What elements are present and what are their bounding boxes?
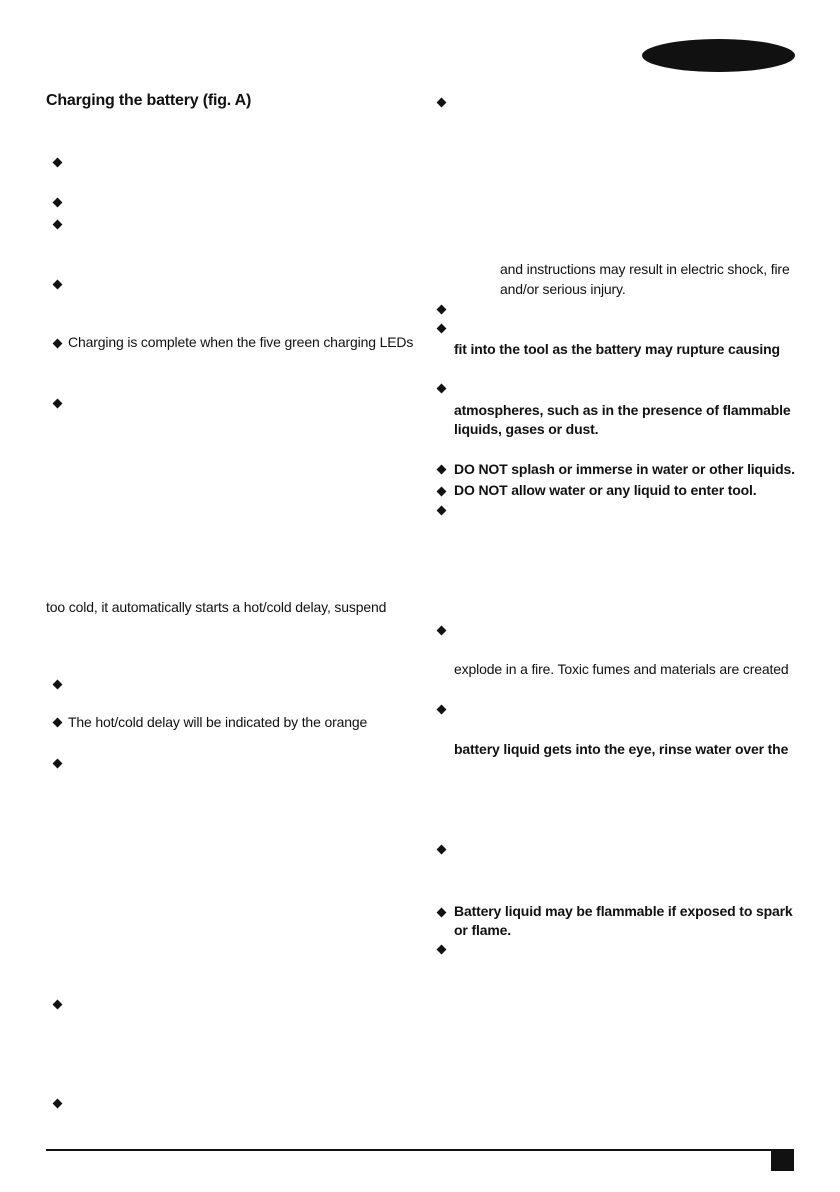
bullet-icon: [437, 324, 447, 334]
bullet-icon: [53, 280, 63, 290]
warning-text-line: DO NOT allow water or any liquid to enter tool.: [454, 482, 757, 498]
bullet-icon: [53, 1000, 63, 1010]
body-text-line: and/or serious injury.: [500, 281, 626, 297]
warning-text-line: battery liquid gets into the eye, rinse water over the: [454, 741, 789, 757]
bullet-icon: [53, 718, 63, 728]
bullet-icon: [437, 845, 447, 855]
warning-text-line: Battery liquid may be flammable if exposed to spark: [454, 903, 793, 919]
bullet-icon: [437, 98, 447, 108]
bullet-icon: [53, 399, 63, 409]
body-text-line: and instructions may result in electric shock, fire: [500, 261, 790, 277]
section-heading: Charging the battery (fig. A): [46, 92, 252, 109]
footer-rule: [46, 1149, 794, 1151]
bullet-icon: [53, 680, 63, 690]
warning-text-line: liquids, gases or dust.: [454, 421, 599, 437]
body-text-line: The hot/cold delay will be indicated by the orange: [68, 714, 368, 730]
bullet-icon: [53, 339, 63, 349]
body-text-line: Charging is complete when the five green charging LEDs: [68, 334, 414, 350]
warning-text-line: atmospheres, such as in the presence of flammable: [454, 402, 791, 418]
bullet-icon: [53, 759, 63, 769]
bullet-icon: [437, 908, 447, 918]
bullet-icon: [437, 705, 447, 715]
bullet-icon: [437, 384, 447, 394]
page-number-box: [771, 1151, 794, 1171]
bullet-icon: [53, 158, 63, 168]
bullet-icon: [53, 1099, 63, 1109]
body-text-line: explode in a fire. Toxic fumes and materials are created: [454, 661, 789, 677]
body-text-line: too cold, it automatically starts a hot/cold delay, suspend: [46, 599, 387, 615]
bullet-icon: [53, 220, 63, 230]
bullet-icon: [437, 487, 447, 497]
bullet-icon: [437, 305, 447, 315]
warning-text-line: DO NOT splash or immerse in water or other liquids.: [454, 461, 795, 477]
bullet-icon: [437, 465, 447, 475]
warning-text-line: or flame.: [454, 922, 512, 938]
warning-text-line: fit into the tool as the battery may rupture causing: [454, 341, 780, 357]
language-tab-pill: [642, 39, 795, 72]
bullet-icon: [437, 506, 447, 516]
bullet-icon: [437, 626, 447, 636]
bullet-icon: [437, 945, 447, 955]
bullet-icon: [53, 198, 63, 208]
